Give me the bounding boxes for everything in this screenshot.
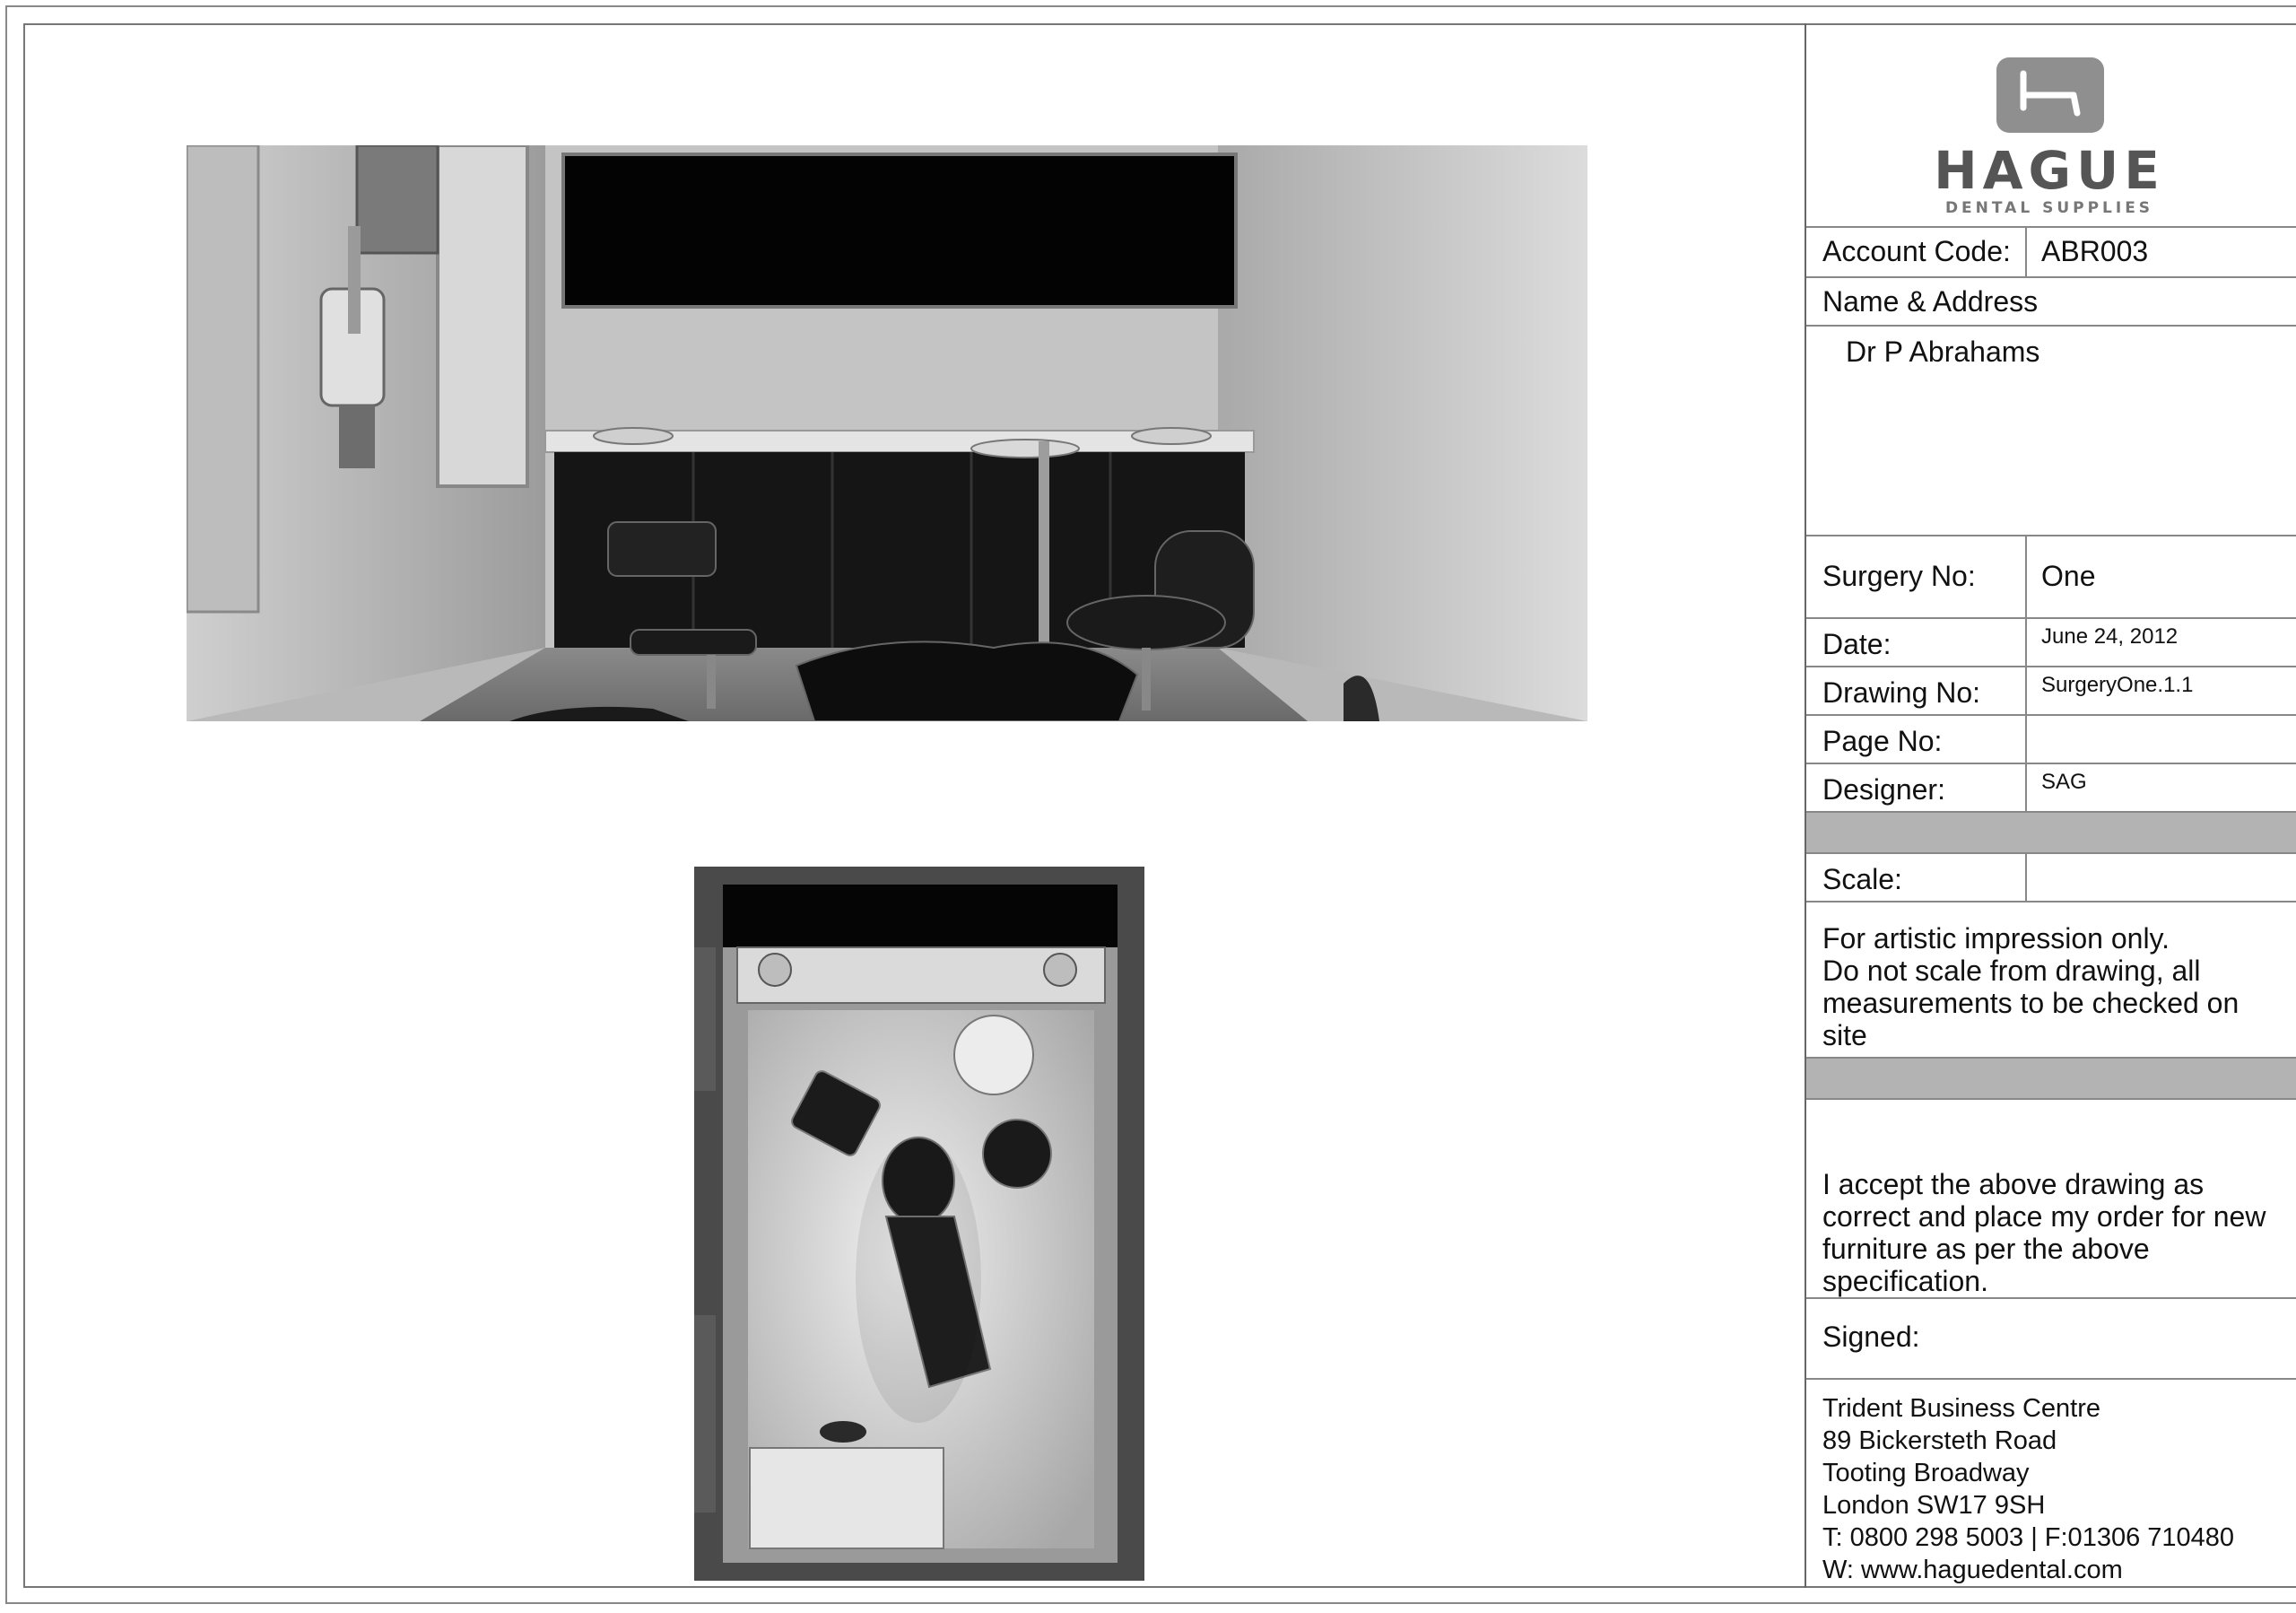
date-row — [1806, 617, 2296, 666]
address-phone-fax: T: 0800 298 5003 | F:01306 710480 — [1822, 1523, 2235, 1552]
surgery-no-row — [1806, 535, 2296, 617]
disclaimer-row — [1806, 901, 2296, 1057]
designer-label: Designer: — [1822, 773, 1945, 806]
signed-row — [1806, 1297, 2296, 1378]
company-address — [1822, 1392, 2289, 1586]
name-address-label: Name & Address — [1822, 285, 2039, 318]
surgery-no-label: Surgery No: — [1822, 560, 1976, 592]
logo-wordmark: HAGUE — [1934, 140, 2165, 201]
title-block — [1805, 23, 2296, 1588]
name-address-header-row — [1806, 276, 2296, 325]
designer-value: SAG — [2041, 770, 2087, 794]
surgery-no-divider — [2025, 536, 2027, 617]
account-code-divider — [2025, 228, 2027, 276]
date-label: Date: — [1822, 628, 1892, 660]
page-no-row — [1806, 714, 2296, 763]
page-no-label: Page No: — [1822, 725, 1943, 757]
account-code-label: Account Code: — [1822, 235, 2011, 267]
account-code-row — [1806, 226, 2296, 276]
surgery-perspective-render — [187, 145, 1587, 721]
hague-logo-icon — [1996, 57, 2104, 133]
account-code-value: ABR003 — [2041, 235, 2149, 267]
company-address-row — [1806, 1378, 2296, 1588]
surgery-plan-render — [694, 867, 1144, 1581]
gray-separator-band-2 — [1806, 1057, 2296, 1098]
date-divider — [2025, 619, 2027, 666]
date-value: June 24, 2012 — [2041, 624, 2179, 649]
address-line-4: London SW17 9SH — [1822, 1491, 2046, 1520]
address-line-2: 89 Bickersteth Road — [1822, 1426, 2057, 1455]
drawing-no-label: Drawing No: — [1822, 676, 1981, 709]
page-no-divider — [2025, 716, 2027, 763]
drawing-no-row — [1806, 666, 2296, 714]
acceptance-row — [1806, 1098, 2296, 1297]
designer-divider — [2025, 764, 2027, 811]
surgery-no-value: One — [2041, 560, 2096, 592]
disclaimer-text: For artistic impression only. Do not scale from drawing, all measurements to be checked on site — [1822, 922, 2239, 1051]
client-name: Dr P Abrahams — [1846, 336, 2040, 368]
scale-divider — [2025, 854, 2027, 901]
designer-row — [1806, 763, 2296, 811]
name-address-body — [1806, 325, 2296, 535]
logo-tagline: DENTAL SUPPLIES — [1944, 199, 2154, 217]
drawing-no-divider — [2025, 667, 2027, 714]
drawing-no-value: SurgeryOne.1.1 — [2041, 673, 2194, 697]
acceptance-text: I accept the above drawing as correct and place my order for new furniture as per the above specification. — [1822, 1168, 2266, 1297]
scale-label: Scale: — [1822, 863, 1902, 895]
address-line-3: Tooting Broadway — [1822, 1459, 2030, 1487]
address-website: W: www.haguedental.com — [1822, 1556, 2123, 1584]
scale-row — [1806, 852, 2296, 901]
signed-label: Signed: — [1822, 1321, 1920, 1353]
gray-separator-band — [1806, 811, 2296, 852]
address-line-1: Trident Business Centre — [1822, 1394, 2101, 1423]
